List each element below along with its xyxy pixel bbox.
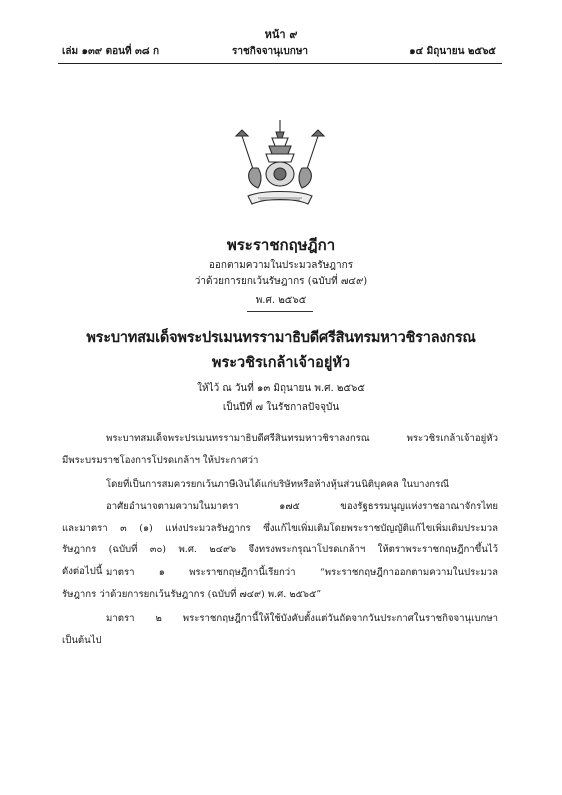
- text-line: มีพระบรมราชโองการโปรดเกล้าฯ ให้ประกาศว่า: [62, 454, 259, 466]
- volume-issue: เล่ม ๑๓๙ ตอนที่ ๓๘ ก: [62, 46, 160, 57]
- paragraph-rationale: [62, 474, 498, 496]
- gazette-name: ราชกิจจานุเบกษา: [232, 46, 309, 57]
- page-number: หน้า ๙: [264, 28, 298, 41]
- gazette-header: [62, 44, 496, 60]
- text-line: มาตรา ๒ พระราชกฤษฎีกานี้ให้ใช้บังคับตั้งแต่วันถัดจากวันประกาศในราชกิจจานุเบกษา: [106, 613, 498, 624]
- title-divider: [247, 311, 313, 312]
- decree-authority: ออกตามความในประมวลรัษฎากร: [208, 260, 354, 271]
- king-name-line2: พระวชิรเกล้าเจ้าอยู่หัว: [211, 354, 351, 371]
- text-line: รัษฎากร (ฉบับที่ ๓๐) พ.ศ. ๒๔๙๖ จึงทรงพระกรุณาโปรดเกล้าฯ ให้ตราพระราชกฤษฎีกาขึ้นไว้: [62, 544, 498, 555]
- header-divider: [58, 63, 502, 64]
- paragraph-proclamation: [62, 428, 498, 471]
- text-line: เป็นต้นไป: [62, 634, 102, 646]
- text-line: และมาตรา ๓ (๑) แห่งประมวลรัษฎากร ซึ่งแก้ไขเพิ่มเติมโดยพระราชบัญญัติแก้ไขเพิ่มเติมประมวล: [62, 522, 498, 534]
- text-line: พระบาทสมเด็จพระปรเมนทรรามาธิบดีศรีสินทรมหาวชิราลงกรณ พระวชิรเกล้าเจ้าอยู่หัว: [106, 433, 498, 444]
- thai-royal-emblem-icon: [228, 118, 332, 210]
- section-1: [62, 562, 498, 605]
- publication-date: ๑๔ มิถุนายน ๒๕๖๕: [409, 46, 496, 57]
- decree-subject: ว่าด้วยการยกเว้นรัษฎากร (ฉบับที่ ๗๔๙): [194, 276, 368, 287]
- decree-title: พระราชกฤษฎีกา: [226, 236, 336, 254]
- text-line: ดังต่อไปนี้: [62, 565, 103, 577]
- given-date: ให้ไว้ ณ วันที่ ๑๓ มิถุนายน พ.ศ. ๒๕๖๕: [197, 383, 365, 394]
- text-line: อาศัยอำนาจตามความในมาตรา ๑๗๕ ของรัฐธรรมนูญแห่งราชอาณาจักรไทย: [106, 501, 498, 512]
- decree-year: พ.ศ. ๒๕๖๕: [255, 295, 307, 306]
- reign-year: เป็นปีที่ ๗ ในรัชกาลปัจจุบัน: [222, 402, 340, 413]
- king-name-line1: พระบาทสมเด็จพระปรเมนทรรามาธิบดีศรีสินทรมหาวชิราลงกรณ: [86, 329, 476, 346]
- text-line: โดยที่เป็นการสมควรยกเว้นภาษีเงินได้แก่บริษัทหรือห้างหุ้นส่วนนิติบุคคล ในบางกรณี: [106, 479, 450, 490]
- section-2: [62, 608, 498, 651]
- text-line: มาตรา ๑ พระราชกฤษฎีกานี้เรียกว่า “พระราชกฤษฎีกาออกตามความในประมวล: [106, 567, 498, 578]
- text-line: รัษฎากร ว่าด้วยการยกเว้นรัษฎากร (ฉบับที่ ๗๔๙) พ.ศ. ๒๕๖๕”: [62, 588, 322, 600]
